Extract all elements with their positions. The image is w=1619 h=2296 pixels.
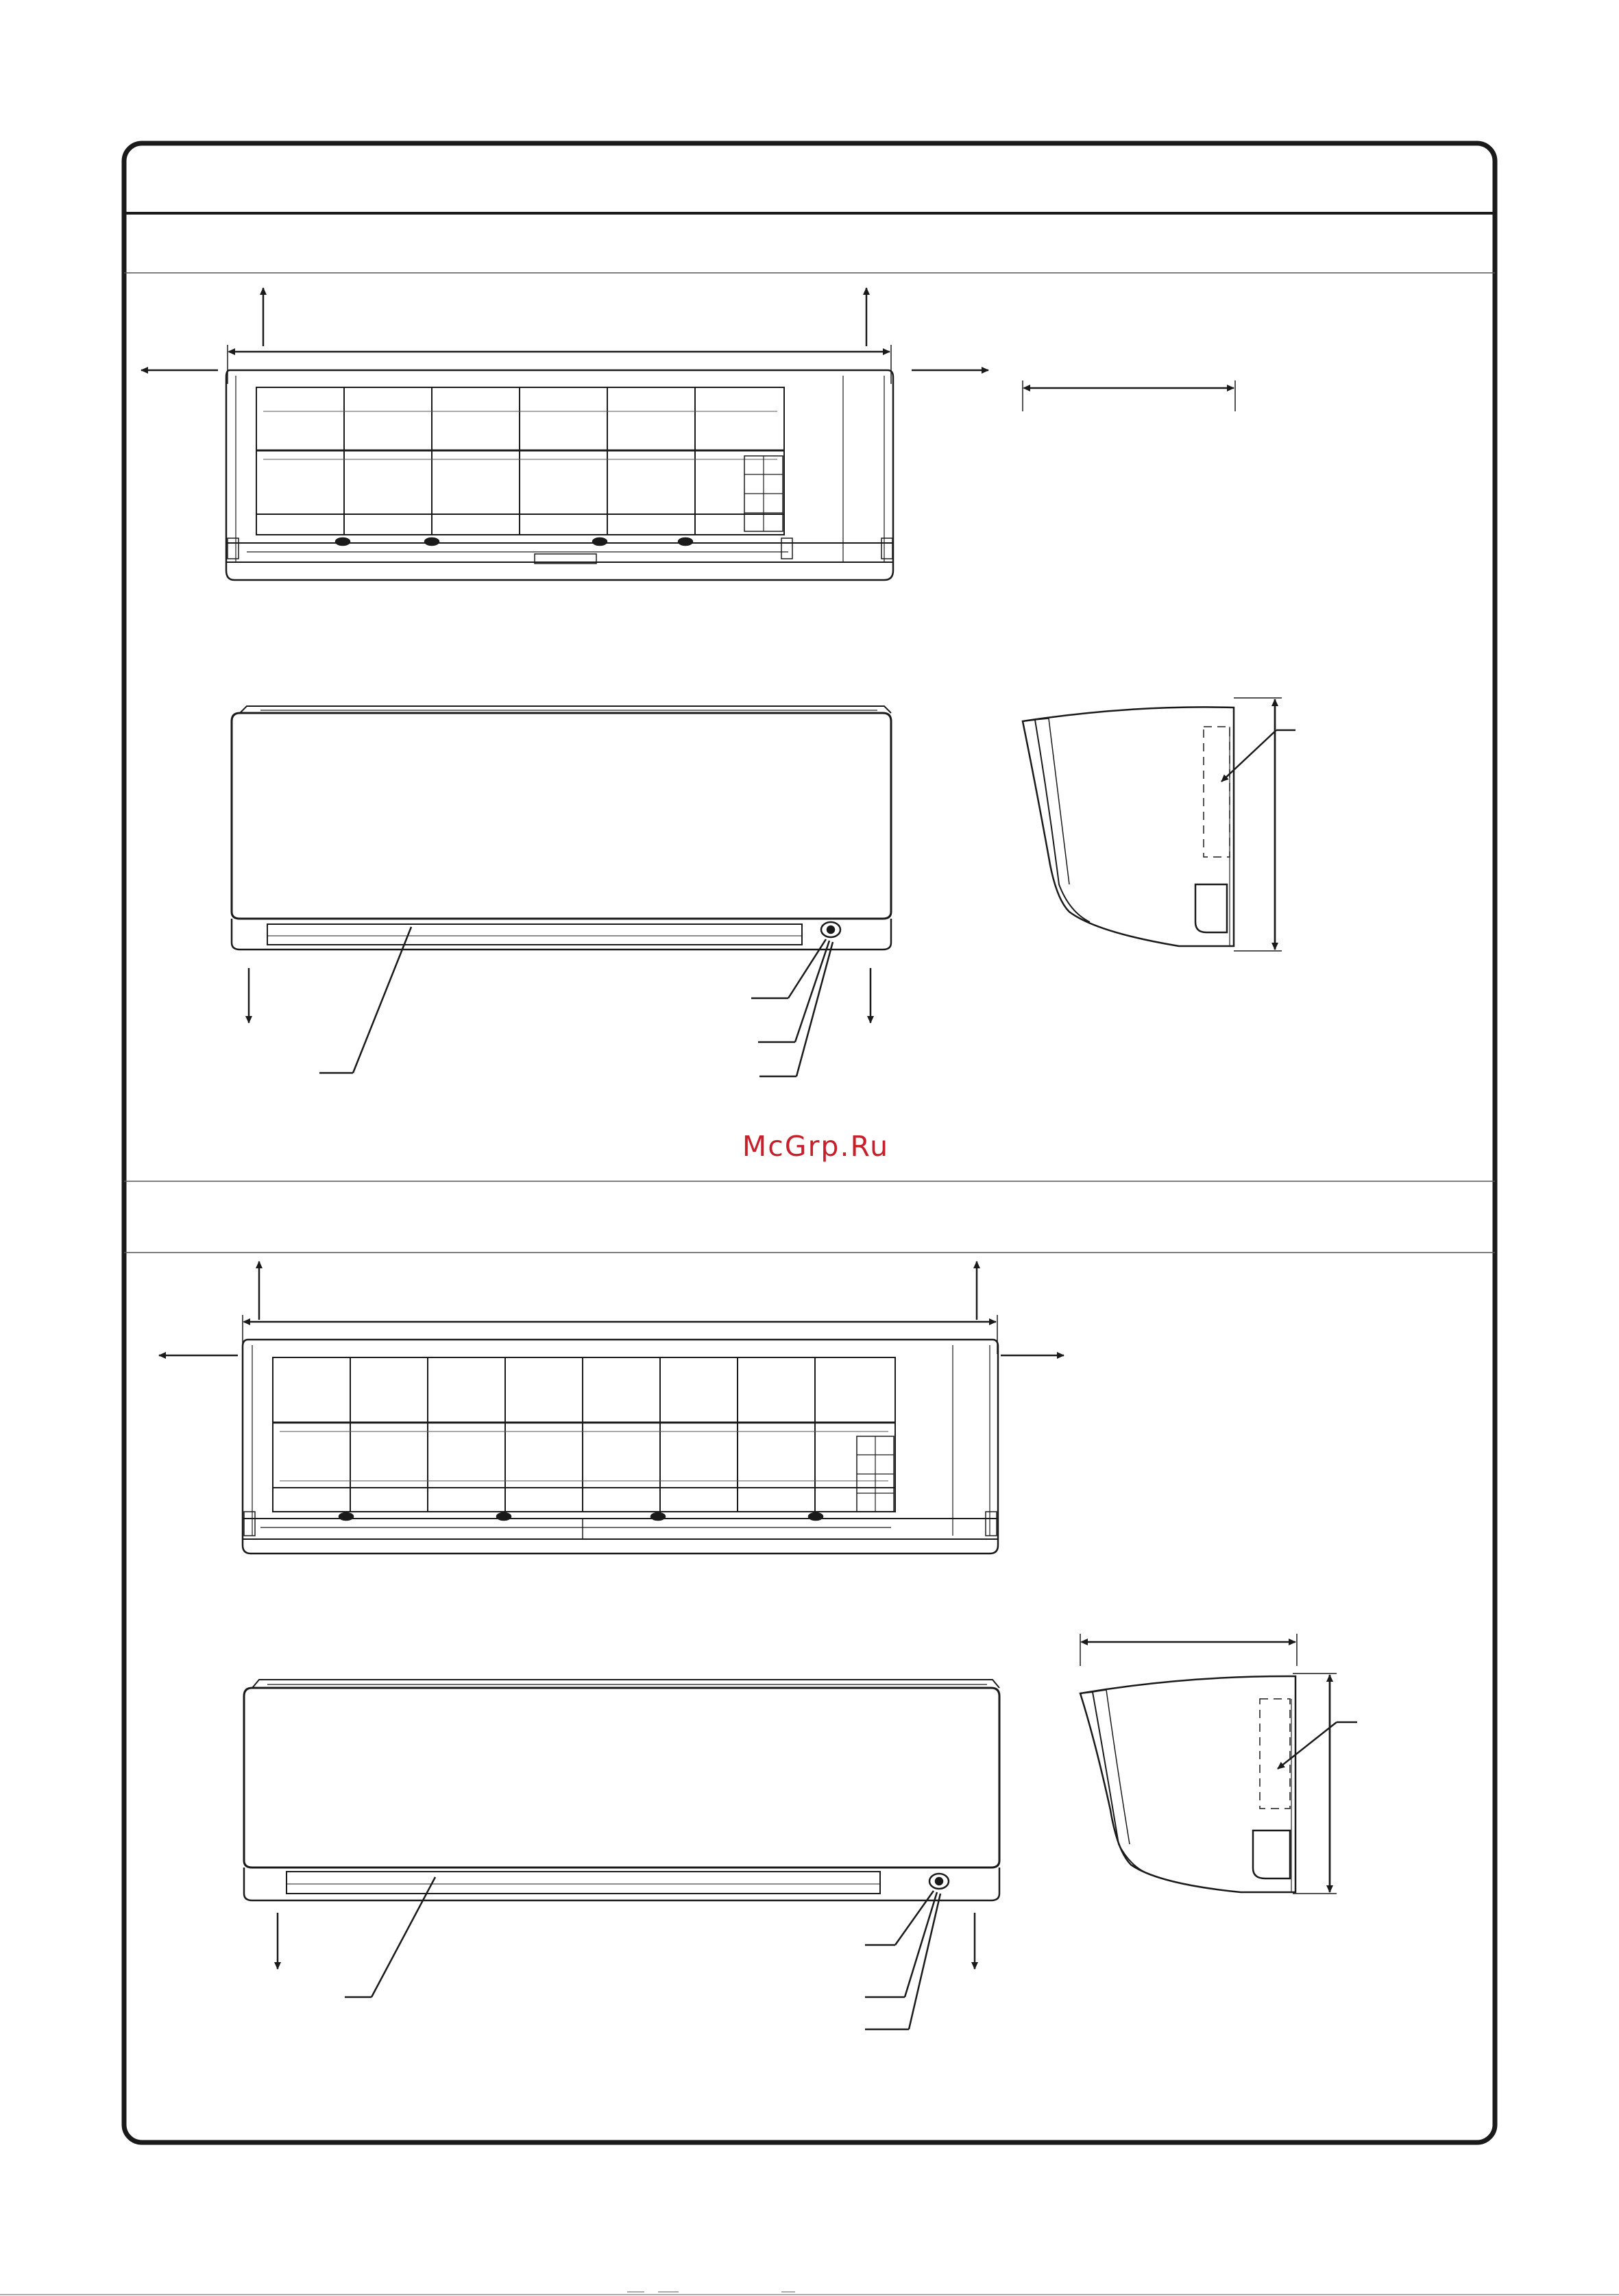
- section-2-front-view: [244, 1680, 999, 2029]
- section-2-rear-view: [159, 1261, 1064, 1554]
- section-1-front-view: [232, 706, 891, 1076]
- scan-edge-marks: [0, 2292, 1619, 2295]
- watermark-text: McGrp.Ru: [742, 1130, 890, 1163]
- section-1-side-view: [1023, 380, 1295, 951]
- section-1-rear-view: [141, 288, 988, 580]
- section-2-side-view: [1080, 1634, 1357, 1894]
